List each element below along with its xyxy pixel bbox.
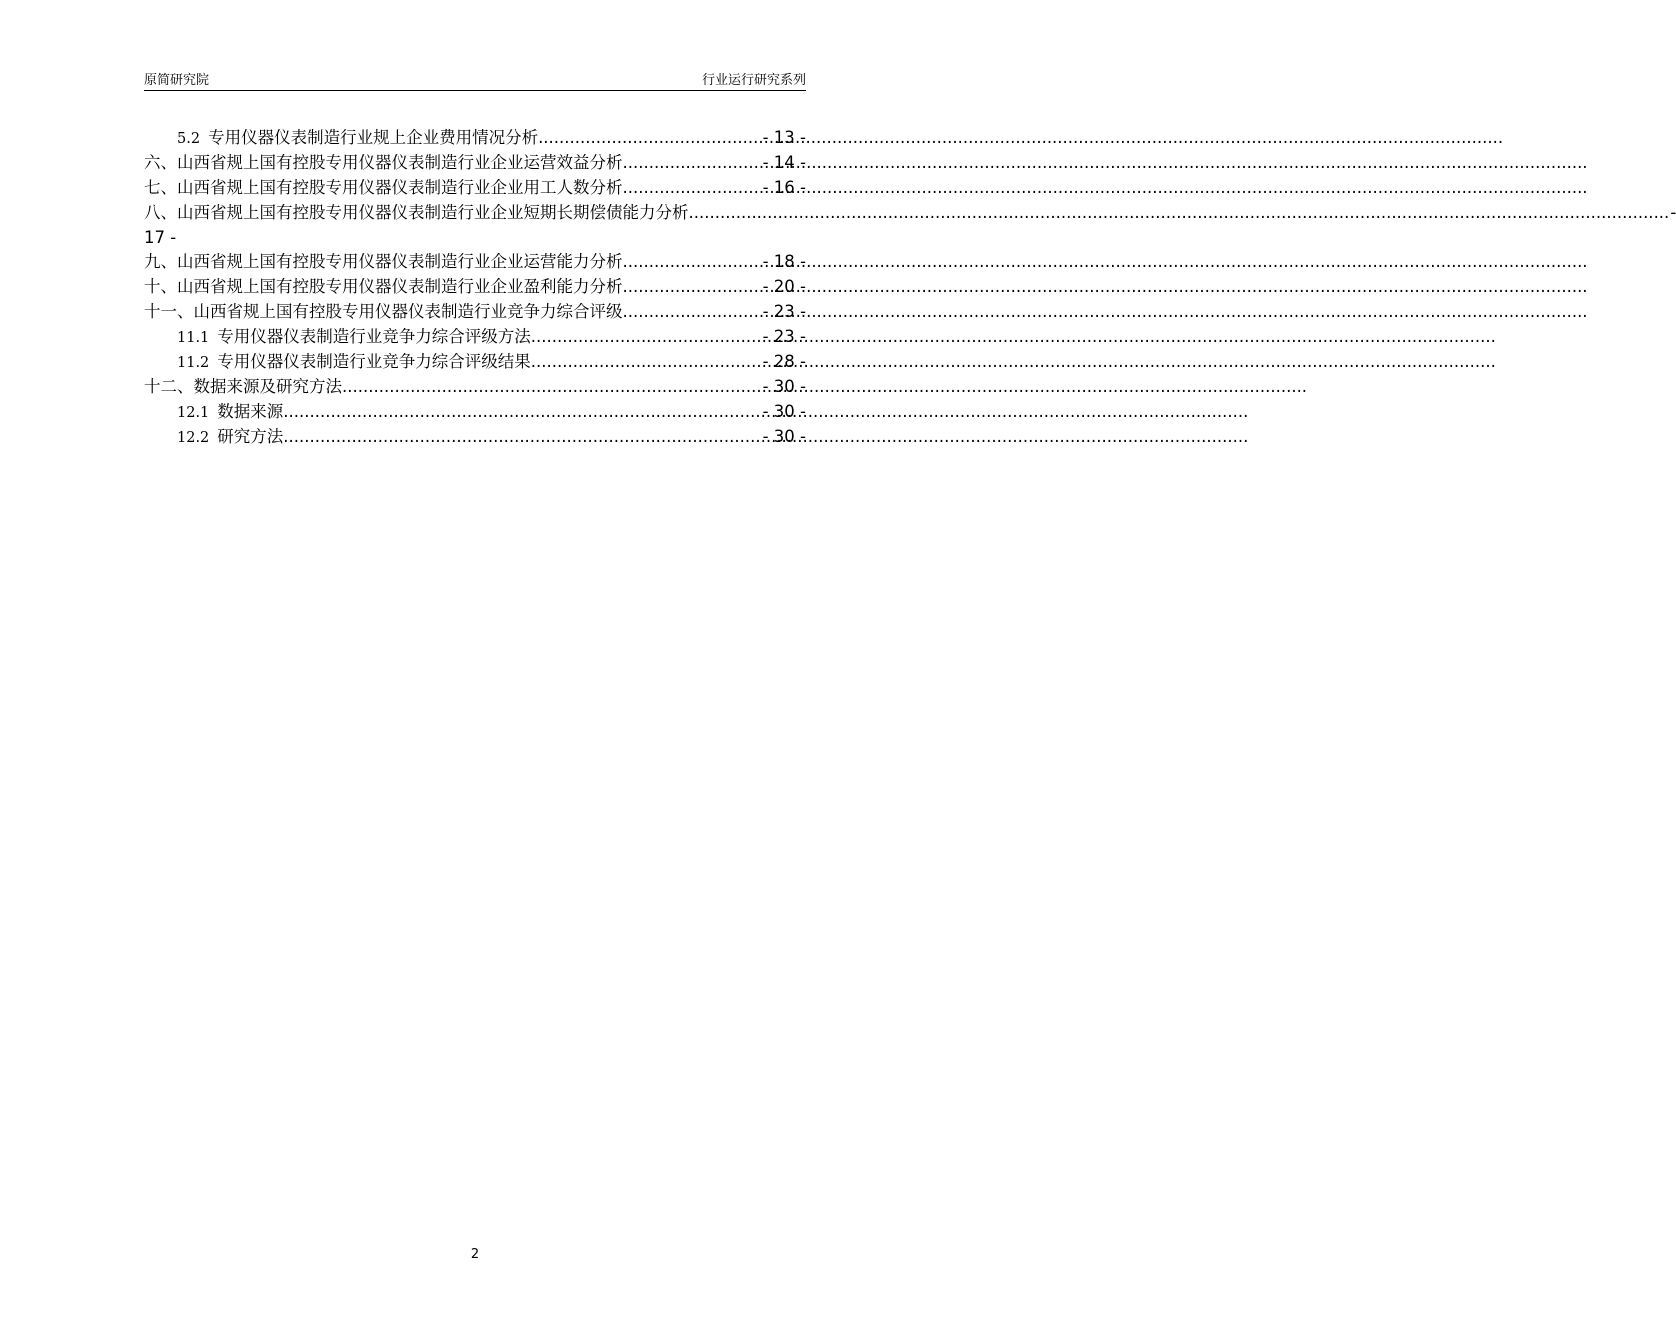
toc-dot-leader [283, 425, 761, 450]
toc-entry-page: - 28 - [762, 352, 806, 372]
toc-entry-title: 专用仪器仪表制造行业竞争力综合评级结果 [217, 352, 531, 372]
toc-entry-page-part2: 17 - [144, 227, 177, 247]
page-number: 2 [470, 1247, 480, 1262]
toc-dot-leader [623, 275, 762, 300]
toc-entry-number: 5.2 [177, 131, 201, 147]
toc-entry-title: 八、山西省规上国有控股专用仪器仪表制造行业企业短期长期偿债能力分析 [144, 202, 689, 222]
toc-entry-title: 九、山西省规上国有控股专用仪器仪表制造行业企业运营能力分析 [144, 252, 623, 272]
toc-dot-leader [623, 176, 762, 201]
toc-entry-6[interactable] [144, 151, 806, 176]
header-series-name: 行业运行研究系列 [701, 73, 806, 88]
header-org-name: 原简研究院 [144, 73, 210, 88]
toc-dot-leader [531, 350, 762, 375]
toc-entry-8[interactable] [144, 201, 1676, 251]
toc-entry-page: - 16 - [762, 177, 806, 197]
toc-entry-title: 专用仪器仪表制造行业规上企业费用情况分析 [208, 128, 539, 147]
table-of-contents [144, 126, 1676, 450]
toc-entry-title: 七、山西省规上国有控股专用仪器仪表制造行业企业用工人数分析 [144, 177, 623, 197]
toc-entry-9[interactable] [144, 250, 806, 275]
toc-entry-5-2[interactable] [144, 126, 806, 151]
toc-entry-page: - 30 - [762, 401, 806, 421]
toc-entry-title: 十、山西省规上国有控股专用仪器仪表制造行业企业盈利能力分析 [144, 277, 623, 297]
toc-dot-leader [283, 400, 761, 425]
toc-dot-leader [623, 300, 762, 325]
toc-entry-10[interactable] [144, 275, 806, 300]
toc-entry-page: - 18 - [762, 252, 806, 272]
toc-entry-title: 数据来源 [217, 401, 284, 421]
toc-entry-number: 11.2 [177, 355, 210, 372]
page-header [144, 64, 806, 91]
toc-entry-page-part1: - [1670, 202, 1676, 222]
toc-dot-leader [623, 151, 762, 176]
page-footer [0, 1247, 950, 1262]
toc-entry-11[interactable] [144, 300, 806, 325]
toc-dot-leader [531, 325, 762, 350]
toc-entry-12-2[interactable] [144, 425, 806, 450]
toc-entry-number: 11.1 [177, 330, 210, 347]
toc-entry-title: 研究方法 [217, 426, 284, 446]
toc-entry-page: - 30 - [762, 376, 806, 396]
toc-entry-title: 十一、山西省规上国有控股专用仪器仪表制造行业竞争力综合评级 [144, 302, 623, 322]
toc-entry-number: 12.1 [177, 404, 210, 421]
toc-entry-title: 专用仪器仪表制造行业竞争力综合评级方法 [217, 327, 531, 347]
toc-dot-leader [538, 126, 762, 151]
toc-entry-12-1[interactable] [144, 400, 806, 425]
toc-entry-page: - 23 - [762, 327, 806, 347]
toc-entry-page: - 20 - [762, 277, 806, 297]
toc-entry-11-2[interactable] [144, 350, 806, 375]
toc-dot-leader: ..... ... [689, 201, 1670, 226]
toc-entry-page: - 13 - [762, 128, 806, 147]
toc-entry-title: 十二、数据来源及研究方法 [144, 376, 342, 396]
toc-dot-leader [342, 375, 762, 400]
toc-entry-7[interactable] [144, 176, 806, 201]
toc-entry-11-1[interactable] [144, 325, 806, 350]
toc-entry-page: - 30 - [762, 426, 806, 446]
toc-entry-title: 六、山西省规上国有控股专用仪器仪表制造行业企业运营效益分析 [144, 152, 623, 172]
toc-entry-page: - 23 - [762, 302, 806, 322]
toc-entry-12[interactable] [144, 375, 806, 400]
toc-entry-number: 12.2 [177, 429, 210, 446]
toc-entry-page: - 14 - [762, 152, 806, 172]
toc-dot-leader [623, 250, 762, 275]
